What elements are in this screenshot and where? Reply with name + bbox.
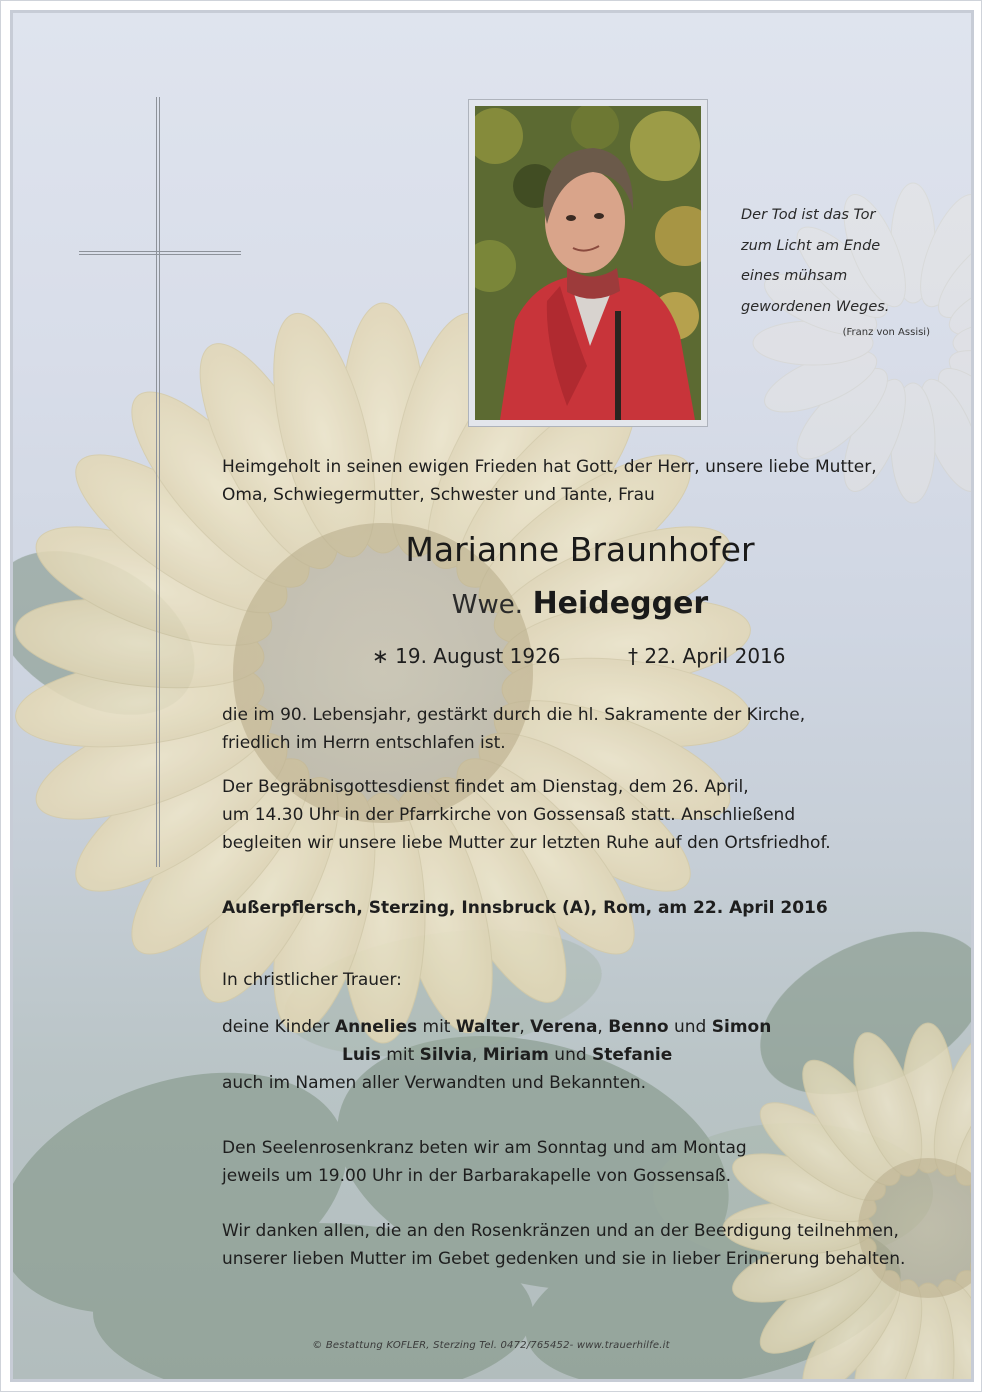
mourners-text: und xyxy=(668,1017,712,1037)
quote-line: gewordenen Weges. xyxy=(741,298,890,315)
mourners-text: , xyxy=(597,1017,609,1037)
mourner-name: Miriam xyxy=(482,1045,549,1065)
mourner-name: Luis xyxy=(342,1045,381,1065)
place-date: Außerpflersch, Sterzing, Innsbruck (A), Rom, am 22. April 2016 xyxy=(222,898,828,918)
mourners-line-2 xyxy=(342,1041,982,1069)
mourners-text: , xyxy=(471,1045,483,1065)
quote xyxy=(741,200,941,322)
maiden-prefix: Wwe. xyxy=(451,590,524,620)
portrait-frame xyxy=(468,99,708,427)
death-date: † 22. April 2016 xyxy=(628,644,786,668)
body-p2-line-1: Der Begräbnisgottesdienst findet am Dienstag, dem 26. April, xyxy=(222,777,749,797)
mourners-text: mit xyxy=(417,1017,456,1037)
mourner-name: Verena xyxy=(530,1017,598,1037)
quote-line: Der Tod ist das Tor xyxy=(741,207,876,223)
body-p2-line-3: begleiten wir unsere liebe Mutter zur letzten Ruhe auf den Ortsfriedhof. xyxy=(222,833,831,853)
portrait-photo xyxy=(475,106,701,420)
mourner-name: Annelies xyxy=(334,1017,418,1037)
quote-line: zum Licht am Ende xyxy=(741,237,881,254)
body-p1-line-1: die im 90. Lebensjahr, gestärkt durch die hl. Sakramente der Kirche, xyxy=(222,705,806,725)
mourners-text: und xyxy=(548,1045,593,1065)
cross-icon-bar xyxy=(79,251,241,255)
thanks-line-1: Wir danken allen, die an den Rosenkränzen und an der Beerdigung teilnehmen, xyxy=(222,1221,899,1241)
mourner-name: Silvia xyxy=(419,1045,472,1065)
mourner-name: Walter xyxy=(455,1017,520,1037)
birth-date: ∗ 19. August 1926 xyxy=(372,644,561,668)
mourner-name: Simon xyxy=(711,1017,772,1037)
deceased-name: Marianne Braunhofer xyxy=(405,530,755,569)
mourners-line-3: auch im Namen aller Verwandten und Bekannten. xyxy=(222,1073,647,1093)
mourners-text: mit xyxy=(380,1045,420,1065)
intro-line-2: Oma, Schwiegermutter, Schwester und Tante, Frau xyxy=(222,485,655,505)
quote-line: eines mühsam xyxy=(741,268,848,284)
maiden-name: Heidegger xyxy=(532,586,709,621)
mourners-heading: In christlicher Trauer: xyxy=(222,970,402,990)
mourners-text: deine Kinder xyxy=(222,1017,335,1037)
mourner-name: Benno xyxy=(608,1017,669,1037)
cross-icon xyxy=(156,97,160,867)
rosary-line-1: Den Seelenrosenkranz beten wir am Sonntag und am Montag xyxy=(222,1138,747,1158)
mourners-line-1 xyxy=(222,1013,942,1041)
body-p1-line-2: friedlich im Herrn entschlafen ist. xyxy=(222,733,506,753)
mourner-name: Stefanie xyxy=(592,1045,673,1065)
quote-source: (Franz von Assisi) xyxy=(842,327,930,338)
thanks-line-2: unserer lieben Mutter im Gebet gedenken und sie in lieber Erinnerung behalten. xyxy=(222,1249,906,1269)
maiden-name-line xyxy=(200,582,960,627)
rosary-line-2: jeweils um 19.00 Uhr in der Barbarakapelle von Gossensaß. xyxy=(222,1166,731,1186)
intro-line-1: Heimgeholt in seinen ewigen Frieden hat Gott, der Herr, unsere liebe Mutter, xyxy=(222,457,877,477)
mourners-text: , xyxy=(519,1017,531,1037)
body-p2-line-2: um 14.30 Uhr in der Pfarrkirche von Gossensaß statt. Anschließend xyxy=(222,805,796,825)
footer-credit: © Bestattung KOFLER, Sterzing Tel. 0472/765452- www.trauerhilfe.it xyxy=(312,1340,670,1351)
